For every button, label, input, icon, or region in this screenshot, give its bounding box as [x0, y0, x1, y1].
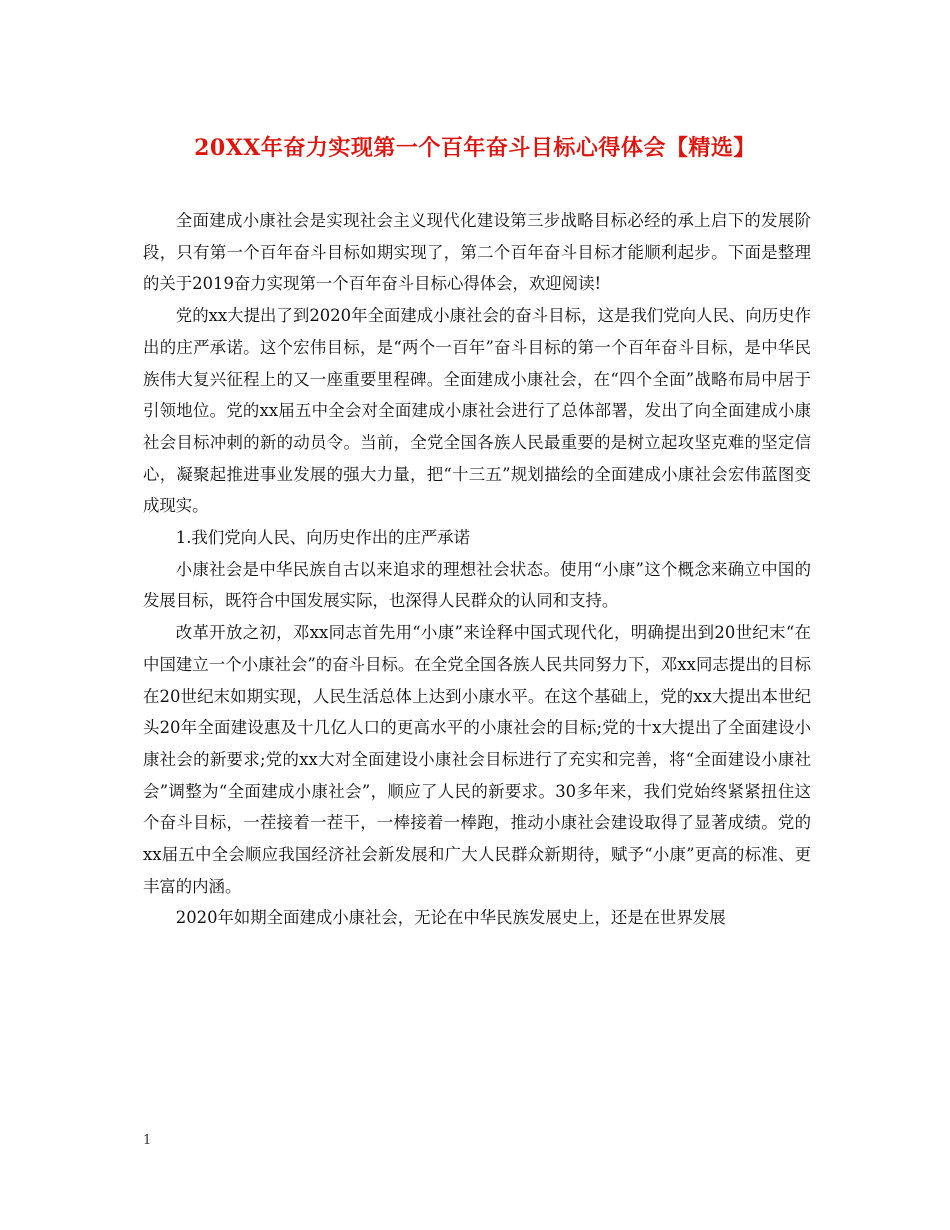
- section-heading: 1.我们党向人民、向历史作出的庄严承诺: [175, 528, 471, 548]
- page-number: 1: [143, 1133, 152, 1148]
- document-body: [143, 205, 811, 934]
- body-paragraph: 改革开放之初，邓xx同志首先用“小康”来诠释中国式现代化，明确提出到20世纪末“在中国建立一个小康社会”的奋斗目标。在全党全国各族人民共同努力下，邓xx同志提出的目标在20世纪末如期实现，人民生活总体上达到小康水平。在这个基础上，党的xx大提出本世纪头20年全面建设惠及十几亿人口的更高水平的小康社会的目标;党的十x大提出了全面建设小康社会的新要求;党的xx大对全面建设小康社会目标进行了充实和完善，将“全面建设小康社会”调整为“全面建成小康社会”，顺应了人民的新要求。30多年来，我们党始终紧紧扭住这个奋斗目标，一茬接着一茬干，一棒接着一棒跑，推动小康社会建设取得了显著成绩。党的xx届五中全会顺应我国经济社会新发展和广大人民群众新期待，赋予“小康”更高的标准、更丰富的内涵。: [143, 623, 811, 896]
- body-paragraph: 全面建成小康社会是实现社会主义现代化建设第三步战略目标必经的承上启下的发展阶段，只有第一个百年奋斗目标如期实现了，第二个百年奋斗目标才能顺利起步。下面是整理的关于2019奋力实现第一个百年奋斗目标心得体会，欢迎阅读!: [143, 211, 811, 294]
- body-paragraph: 小康社会是中华民族自古以来追求的理想社会状态。使用“小康”这个概念来确立中国的发展目标，既符合中国发展实际，也深得人民群众的认同和支持。: [143, 559, 811, 611]
- body-paragraph: 党的xx大提出了到2020年全面建成小康社会的奋斗目标，这是我们党向人民、向历史作出的庄严承诺。这个宏伟目标，是“两个一百年”奋斗目标的第一个百年奋斗目标，是中华民族伟大复兴征程上的又一座重要里程碑。全面建成小康社会，在“四个全面”战略布局中居于引领地位。党的xx届五中全会对全面建成小康社会进行了总体部署，发出了向全面建成小康社会目标冲刺的新的动员令。当前，全党全国各族人民最重要的是树立起攻坚克难的坚定信心，凝聚起推进事业发展的强大力量，把“十三五”规划描绘的全面建成小康社会宏伟蓝图变成现实。: [143, 306, 811, 516]
- body-paragraph: 2020年如期全面建成小康社会，无论在中华民族发展史上，还是在世界发展: [175, 908, 726, 928]
- document-title: 20XX年奋力实现第一个百年奋斗目标心得体会【精选】: [194, 135, 756, 161]
